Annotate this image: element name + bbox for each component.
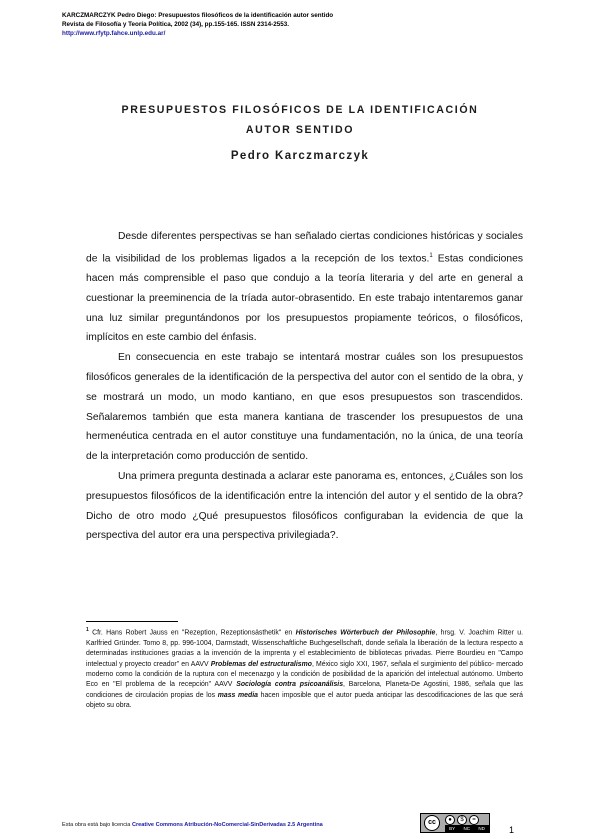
header-citation: KARCZMARCZYK Pedro Diego: Presupuestos filosóficos de la identificación autor sentido xyxy=(62,12,334,19)
footnote-italic-3: Sociología contra psicoanálisis xyxy=(236,681,344,689)
footnote-1 xyxy=(86,625,523,712)
equals-icon: = xyxy=(469,815,479,825)
license-prefix: Esta obra está bajo licencia xyxy=(62,822,132,828)
license-link[interactable]: Creative Commons Atribución-NoComercial-SinDerivadas 2.5 Argentina xyxy=(131,822,323,828)
paragraph-1-b: Estas condiciones hacen más comprensible el paso que condujo a la teoría literaria y del arte en general a cuestionar la preeminencia de la tríada autor-obrasentido. En este trabajo intentaremos ganar una luz similar preguntándonos por los presupuestos propiamente teóricos, o filosóficos, implícitos en este cambio del énfasis. xyxy=(86,253,523,344)
person-icon: ● xyxy=(445,815,455,825)
cc-label-nc: NC xyxy=(463,826,470,831)
footnote-italic-2: Problemas del estructuralismo xyxy=(210,660,312,668)
footnote-text-2: , hrsg. V. Joachim Ritter u. Karlfried Gründer. Tomo 8, pp. 996-1004, Darmstadt, Wissenschaftliche Buchgesellschaft, donde señala la liberación de la lectura respecto a determinadas instituciones gracias a la invención de la imprenta y el establecimiento de bibliotecas privadas. Pierre Bourdieu en "Campo intelectual y proyecto creador" en AAVV xyxy=(86,629,523,668)
article-author: Pedro Karczmarczyk xyxy=(230,150,370,162)
paragraph-2: En consecuencia en este trabajo se intentará mostrar cuáles son los presupuestos filosóficos generales de la identificación de la perspectiva del autor con el sentido de la obra, y se mostrará un modo, un modo kantiano, en que esos presupuestos son trascendidos. Señalaremos también que esta manera kantiana de trascender los presupuestos de una hermenéutica centrada en el autor constituye una fundamentación, no la única, de una teoría de la interpretación como producción de sentido. xyxy=(86,352,523,463)
no-dollar-icon: $ xyxy=(457,815,467,825)
cc-label-by: BY xyxy=(449,826,456,831)
footnote-text-3: , México siglo XXI, 1967, señala el surgimiento del público- mercado moderno como la condición de la ruptura con el mecenazgo y la condición de posibilidad de la aparición del intelectual autónomo. Umberto Eco en "El problema de la recepción" AAVV xyxy=(86,660,523,689)
cc-license-badge[interactable] xyxy=(420,813,490,833)
cc-logo-icon: cc xyxy=(424,815,440,831)
title-line-1: PRESUPUESTOS FILOSÓFICOS DE LA IDENTIFICACIÓN xyxy=(121,104,479,116)
license-footer xyxy=(62,822,323,828)
paragraph-1 xyxy=(86,227,523,348)
cc-label-nd: ND xyxy=(478,826,485,831)
running-header xyxy=(62,11,542,38)
footnote-text-5: hacen imposible que el autor pueda anticipar las descodificaciones de las que será objeto su obra. xyxy=(86,691,523,710)
cc-badge-labels xyxy=(445,825,489,832)
paragraph-3: Una primera pregunta destinada a aclarar este panorama es, entonces, ¿Cuáles son los presupuestos filosóficos de la identificación entre la intención del autor y el sentido de la obra? Dicho de otro modo ¿Qué presupuestos filosóficos configuraban la evidencia de que la perspectiva del autor era una perspectiva privilegiada?. xyxy=(86,470,523,542)
footnote-text-1: Cfr. Hans Robert Jauss en "Rezeption, Rezeptionsästhetik" en xyxy=(88,629,296,637)
title-line-2: AUTOR SENTIDO xyxy=(245,124,355,136)
header-url-link[interactable]: http://www.rfytp.fahce.unlp.edu.ar/ xyxy=(62,30,166,37)
page-number: 1 xyxy=(509,825,515,835)
header-journal: Revista de Filosofía y Teoría Política, 2002 (34), pp.155-165. ISSN 2314-2553. xyxy=(62,21,290,28)
article-title xyxy=(60,100,540,140)
paragraph-1-a: Desde diferentes perspectivas se han señalado ciertas condiciones históricas y sociales de la visibilidad de los problemas ligados a la recepción de los textos. xyxy=(86,231,523,265)
footnote-text-4: , Barcelona, Planeta-De Agostini, 1986, señala que las condiciones de circulación propias de los xyxy=(86,681,523,699)
footnote-italic-1: Historisches Wörterbuch der Philosophie xyxy=(295,629,436,637)
article-body xyxy=(86,227,523,546)
footnote-italic-4: mass media xyxy=(217,691,258,699)
footnote-rule xyxy=(86,621,178,622)
footnote-number: 1 xyxy=(86,627,89,633)
footnote-ref-1[interactable]: 1 xyxy=(429,252,433,259)
